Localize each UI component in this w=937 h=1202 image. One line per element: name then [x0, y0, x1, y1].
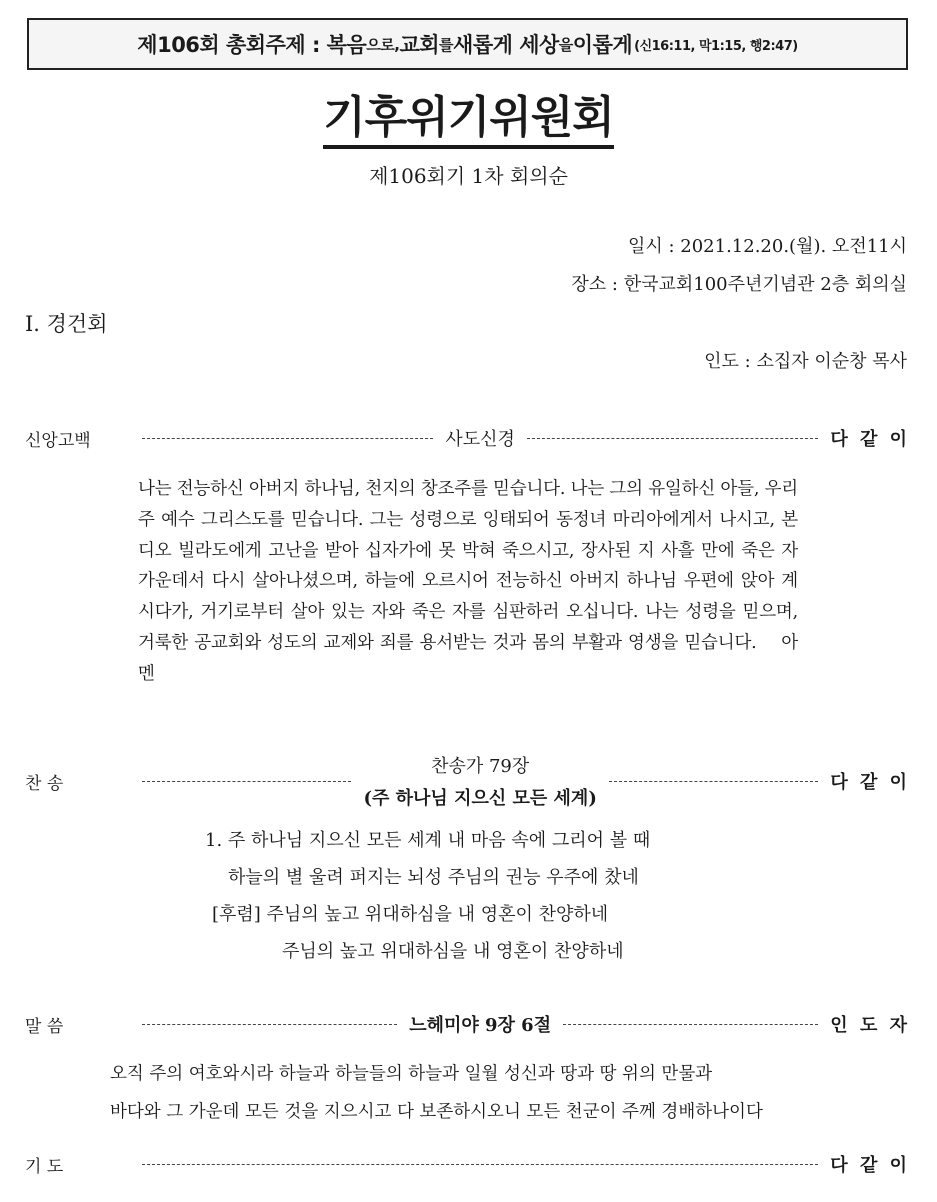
banner-world-text: 새롭게 세상	[453, 33, 559, 57]
divider	[142, 1164, 818, 1165]
page-subtitle: 제106회기 1차 회의순	[369, 164, 568, 188]
hymn-label: 찬 송	[25, 773, 64, 794]
hymn-name: (주 하나님 지으신 모든 세계)	[363, 788, 597, 809]
section-heading: Ⅰ. 경건회	[25, 312, 108, 336]
divider	[142, 1024, 397, 1025]
prayer-row	[25, 1150, 910, 1178]
word-passage: 느헤미야 9장 6절	[409, 1015, 552, 1036]
banner-church-text: 교회	[399, 33, 440, 57]
divider	[142, 438, 433, 439]
banner-theme-text: 제106회 총회주제 : 복음	[137, 33, 367, 57]
page-title-text: 기후위기위원회	[323, 93, 614, 149]
word-response: 인 도 자	[830, 1015, 910, 1036]
creed-response: 다 같 이	[830, 429, 911, 450]
divider	[609, 781, 818, 782]
divider	[527, 438, 818, 439]
meeting-place: 장소 : 한국교회100주년기념관 2층 회의실	[571, 274, 907, 295]
prayer-response: 다 같 이	[830, 1155, 910, 1176]
word-row	[25, 1010, 910, 1038]
scripture-line: 오직 주의 여호와시라 하늘과 하늘들의 하늘과 일월 성신과 땅과 땅 위의 만물과	[110, 1064, 713, 1084]
hymn-line: 하늘의 별 울려 퍼지는 뇌성 주님의 권능 우주에 찼네	[228, 867, 639, 888]
hymn-refrain-line: 주님의 높고 위대하심을 내 영혼이 찬양하네	[282, 941, 624, 962]
hymn-row	[25, 752, 910, 810]
hymn-refrain-line: [후렴] 주님의 높고 위대하심을 내 영혼이 찬양하네	[212, 904, 609, 925]
creed-amen: 아멘	[138, 632, 798, 684]
creed-body: 나는 전능하신 아버지 하나님, 천지의 창조주를 믿습니다. 나는 그의 유일하신 아들, 우리 주 예수 그리스도를 믿습니다. 그는 성령으로 잉태되어 동정녀 마리아에게서 나시고, 본디오 빌라도에게 고난을 받아 십자가에 못 박혀 죽으시고, 장사된 지 사흘 만에 죽은 자 가운데서 다시 살아나셨으며, 하늘에 오르시어 전능하신 아버지 하나님 우편에 앉아 계시다가, 거기로부터 살아 있는 자와 죽은 자를 심판하러 오십니다. 나는 성령을 믿으며, 거룩한 공교회와 성도의 교제와 죄를 용서받는 것과 몸의 부활과 영생을 믿습니다.	[138, 479, 798, 653]
banner-particle-3: 을	[558, 35, 573, 54]
service-leader: 인도 : 소집자 이순창 목사	[704, 351, 907, 372]
hymn-response: 다 같 이	[830, 772, 911, 793]
banner-scripture-ref: (신16:11, 막1:15, 행2:47)	[634, 38, 798, 54]
banner-particle-2: 를	[439, 35, 454, 54]
creed-text	[138, 474, 798, 690]
hymn-number: 찬송가 79장	[431, 756, 530, 777]
creed-title: 사도신경	[445, 429, 515, 450]
theme-banner	[27, 18, 908, 70]
divider	[142, 781, 351, 782]
creed-label: 신앙고백	[25, 430, 91, 451]
prayer-label: 기 도	[25, 1156, 64, 1177]
divider	[563, 1024, 818, 1025]
banner-benefit-text: 이롭게	[572, 33, 633, 57]
meeting-datetime: 일시 : 2021.12.20.(월). 오전11시	[627, 236, 907, 257]
hymn-line: 1. 주 하나님 지으신 모든 세계 내 마음 속에 그리어 볼 때	[205, 830, 651, 851]
hymn-title	[363, 752, 596, 810]
scripture-line: 바다와 그 가운데 모든 것을 지으시고 다 보존하시오니 모든 천군이 주께 경배하나이다	[110, 1102, 763, 1122]
banner-particle-1: 으로,	[366, 35, 400, 54]
page-title	[0, 92, 937, 149]
creed-row	[25, 424, 910, 452]
word-label: 말 씀	[25, 1016, 64, 1037]
